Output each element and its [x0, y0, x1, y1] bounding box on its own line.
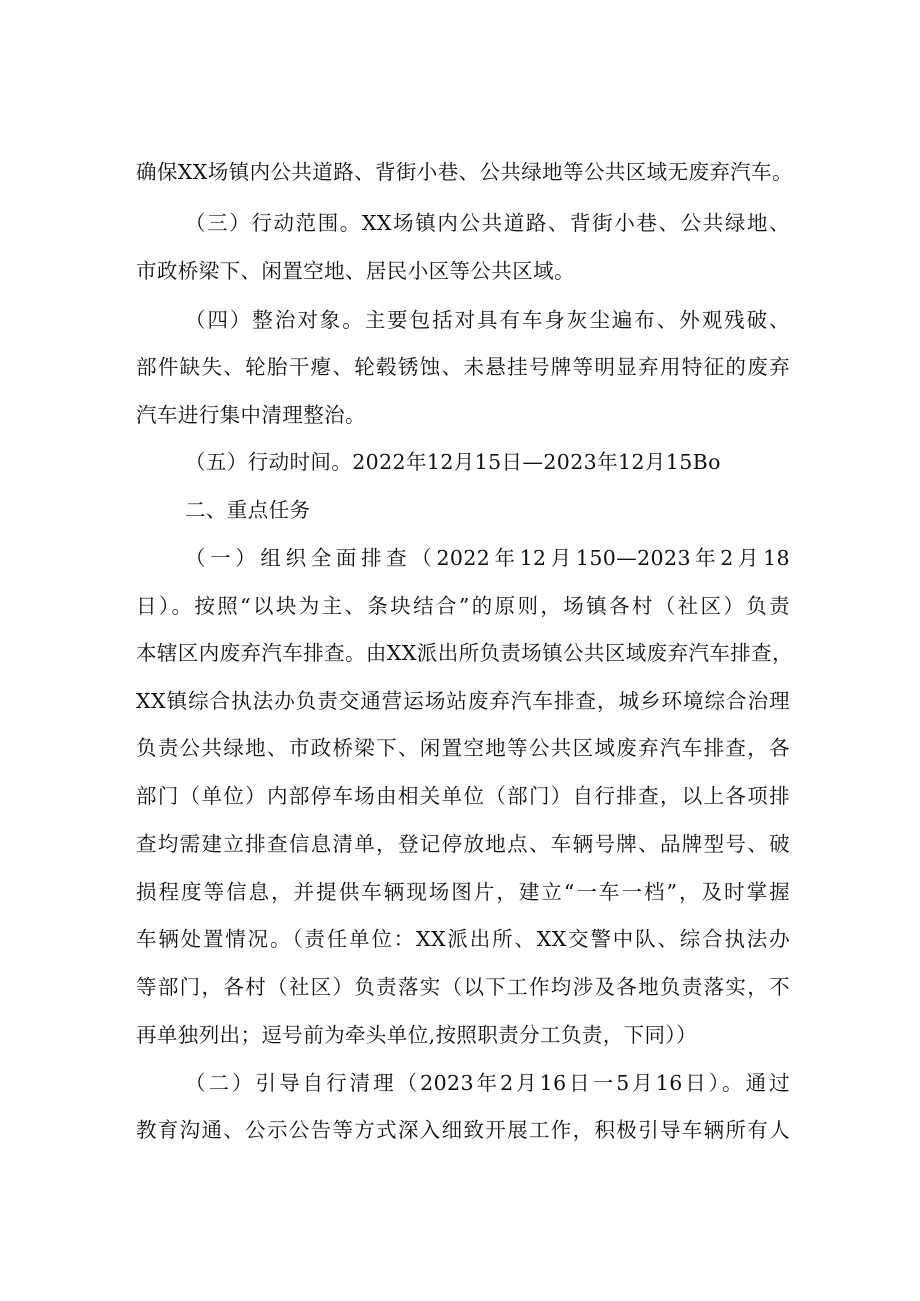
- paragraph-line: 查均需建立排查信息清单，登记停放地点、车辆号牌、品牌型号、破: [136, 832, 790, 856]
- paragraph-line: （一）组织全面排查（2022年12月150—2023年2月18: [185, 546, 790, 570]
- paragraph-line: （二）引导自行清理（2023年2月16日一5月16日）。通过: [185, 1071, 790, 1095]
- paragraph-line: XX镇综合执法办负责交通营运场站废弃汽车排查，城乡环境综合治理: [136, 689, 790, 713]
- paragraph-line: 部门（单位）内部停车场由相关单位（部门）自行排查，以上各项排: [136, 784, 790, 808]
- section-heading: 二、重点任务: [185, 498, 311, 522]
- paragraph-line: （三）行动范围。XX场镇内公共道路、背街小巷、公共绿地、: [185, 211, 790, 235]
- paragraph-line: 日）。按照“以块为主、条块结合”的原则，场镇各村（社区）负责: [136, 594, 790, 618]
- paragraph-line: 部件缺失、轮胎干瘪、轮毂锈蚀、未悬挂号牌等明显弃用特征的废弃: [136, 355, 790, 379]
- paragraph-line: 等部门，各村（社区）负责落实（以下工作均涉及各地负责落实，不: [136, 975, 790, 999]
- paragraph-line: 本辖区内废弃汽车排查。由XX派出所负责场镇公共区域废弃汽车排查，: [136, 641, 793, 665]
- paragraph-line: 汽车进行集中清理整治。: [136, 403, 366, 427]
- paragraph-line: 市政桥梁下、闲置空地、居民小区等公共区域。: [136, 259, 575, 283]
- paragraph-line: 负责公共绿地、市政桥梁下、闲置空地等公共区域废弃汽车排查，各: [136, 736, 790, 760]
- paragraph-line: 教育沟通、公示公告等方式深入细致开展工作，积极引导车辆所有人: [136, 1118, 790, 1142]
- paragraph-line: （五）行动时间。2022年12月15日—2023年12月15Bo: [185, 450, 721, 474]
- paragraph-line: 车辆处置情况。（责任单位：XX派出所、XX交警中队、综合执法办: [136, 927, 790, 951]
- paragraph-line: 再单独列出；逗号前为牵头单位,按照职责分工负责，下同））: [136, 1023, 697, 1047]
- paragraph-line: 确保XX场镇内公共道路、背街小巷、公共绿地等公共区域无废弃汽车。: [136, 160, 793, 184]
- paragraph-line: （四）整治对象。主要包括对具有车身灰尘遍布、外观残破、: [185, 308, 790, 332]
- paragraph-line: 损程度等信息，并提供车辆现场图片，建立“一车一档”，及时掌握: [136, 880, 790, 904]
